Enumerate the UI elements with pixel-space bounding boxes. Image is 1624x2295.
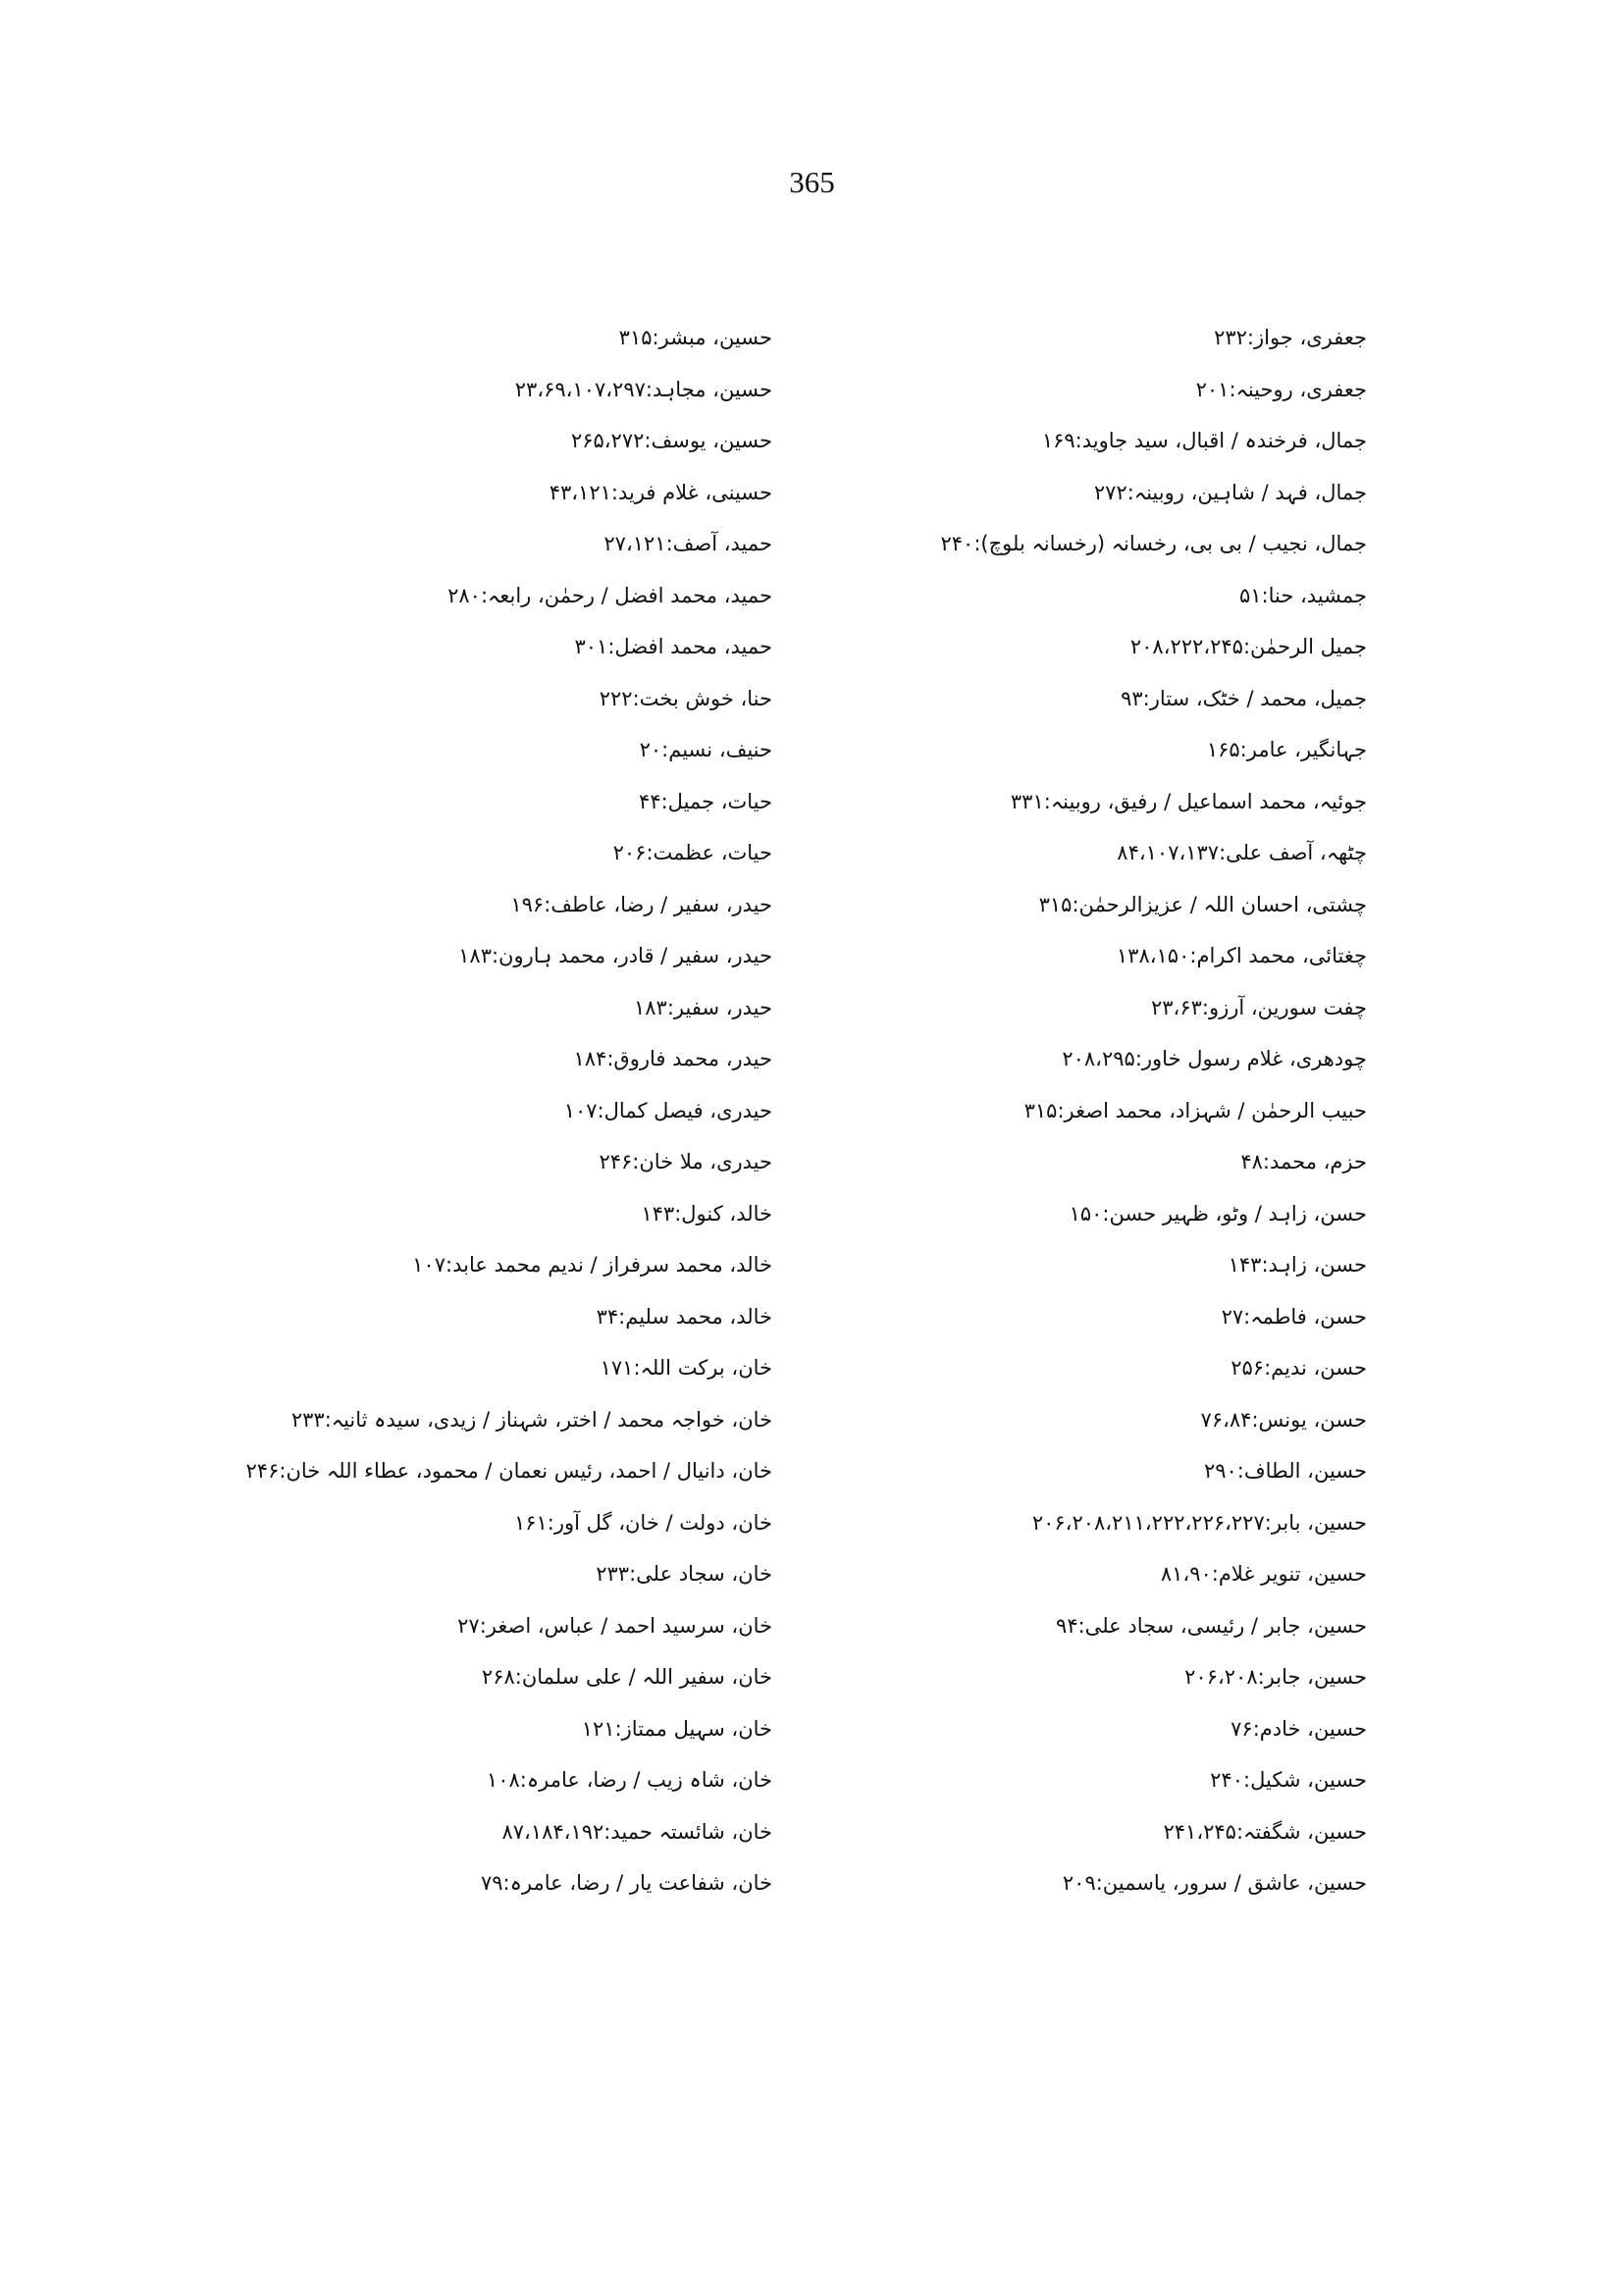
index-entry: جمیل، محمد / خٹک، ستار:۹۳ [1121, 686, 1367, 710]
index-entry: حیدر، سفیر:۱۸۳ [634, 995, 772, 1019]
index-entry: خان، دانیال / احمد، رئیس نعمان / محمود، عطاء اللہ خان:۲۴۶ [245, 1459, 772, 1483]
index-entry: حسن، زاہد / وٹو، ظہیر حسن:۱۵۰ [1069, 1201, 1367, 1226]
index-entry: خان، شاہ زیب / رضا، عامرہ:۱۰۸ [486, 1768, 772, 1792]
index-entry: جمیل الرحمٰن:۲۰۸،۲۲۲،۲۴۵ [1129, 635, 1367, 658]
index-entry: حیدر، محمد فاروق:۱۸۴ [573, 1047, 772, 1070]
index-entry: چغتائی، محمد اکرام:۱۳۸،۱۵۰ [1116, 944, 1367, 967]
index-entry: چودھری، غلام رسول خاور:۲۰۸،۲۹۵ [1062, 1047, 1367, 1070]
index-entry: حسین، تنویر غلام:۸۱،۹۰ [1160, 1562, 1367, 1586]
index-entry: خالد، کنول:۱۴۳ [641, 1201, 772, 1226]
index-entry: حبیب الرحمٰن / شہزاد، محمد اصغر:۳۱۵ [1023, 1098, 1367, 1122]
index-entry: چفت سورین، آرزو:۲۳،۶۳ [1150, 995, 1367, 1019]
index-entry: حیدری، فیصل کمال:۱۰۷ [563, 1098, 772, 1122]
index-entry: حسین، خادم:۷۶ [1231, 1716, 1367, 1741]
index-entry: جمال، نجیب / بی بی، رخسانہ (رخسانہ بلوچ):۲۴۰ [940, 532, 1367, 555]
index-entry: جہانگیر، عامر:۱۶۵ [1206, 738, 1367, 761]
index-entry: حسین، الطاف:۲۹۰ [1203, 1459, 1367, 1483]
index-entry: حزم، محمد:۴۸ [1240, 1150, 1367, 1174]
index-entry: حیدر، سفیر / قادر، محمد ہارون:۱۸۳ [458, 944, 772, 967]
index-entry: حسین، مجاہد:۲۳،۶۹،۱۰۷،۲۹۷ [514, 377, 772, 401]
index-entry: خالد، محمد سرفراز / ندیم محمد عابد:۱۰۷ [412, 1253, 772, 1277]
index-entry: حنا، خوش بخت:۲۲۲ [599, 686, 772, 710]
index-entry: خان، خواجہ محمد / اختر، شہناز / زیدی، سیدہ ثانیہ:۲۳۳ [290, 1407, 772, 1432]
index-entry: چٹھہ، آصف علی:۸۴،۱۰۷،۱۳۷ [1117, 841, 1367, 864]
index-entry: حسین، یوسف:۲۶۵،۲۷۲ [570, 429, 772, 452]
index-entry: چشتی، احسان اللہ / عزیزالرحمٰن:۳۱۵ [1038, 892, 1367, 916]
index-entry: حسینی، غلام فرید:۴۳،۱۲۱ [549, 480, 772, 504]
index-entry: حسن، فاطمہ:۲۷ [1221, 1304, 1367, 1329]
index-entry: حسین، بابر:۲۰۶،۲۰۸،۲۱۱،۲۲۲،۲۲۶،۲۲۷ [1031, 1510, 1367, 1535]
index-column-left [245, 312, 772, 1909]
index-entry: خان، برکت اللہ:۱۷۱ [600, 1356, 772, 1380]
index-entry: حسین، مبشر:۳۱۵ [618, 326, 772, 349]
index-entry: خان، دولت / خان، گل آور:۱۶۱ [513, 1510, 772, 1535]
index-entry: خان، سفیر اللہ / علی سلمان:۲۶۸ [481, 1665, 772, 1689]
index-entry: جمال، فہد / شاہین، روبینہ:۲۷۲ [1093, 480, 1367, 504]
index-entry: حسین، شگفتہ:۲۴۱،۲۴۵ [1163, 1819, 1367, 1844]
index-entry: حنیف، نسیم:۲۰ [639, 738, 772, 761]
index-entry: حسین، عاشق / سرور، یاسمین:۲۰۹ [1062, 1871, 1367, 1895]
index-entry: حیدری، ملا خان:۲۴۶ [599, 1150, 772, 1174]
index-entry: خان، سرسید احمد / عباس، اصغر:۲۷ [457, 1613, 772, 1638]
index-entry: حمید، محمد افضل:۳۰۱ [574, 635, 772, 658]
index-entry: خان، سجاد علی:۲۳۳ [596, 1562, 772, 1586]
index-entry: جوئیہ، محمد اسماعیل / رفیق، روبینہ:۳۳۱ [1010, 789, 1367, 813]
index-column-right [739, 312, 1367, 1909]
index-entry: حیات، جمیل:۴۴ [639, 789, 772, 813]
index-entry: حمید، محمد افضل / رحمٰن، رابعہ:۲۸۰ [447, 583, 772, 607]
index-entry: حسن، یونس:۷۶،۸۴ [1200, 1407, 1367, 1432]
index-entry: حسین، جابر / رئیسی، سجاد علی:۹۴ [1056, 1613, 1367, 1638]
index-entry: حیات، عظمت:۲۰۶ [612, 841, 772, 864]
index-entry: حمید، آصف:۲۷،۱۲۱ [603, 532, 772, 555]
index-entry: جعفری، روحینہ:۲۰۱ [1195, 377, 1367, 401]
index-entry: حسن، زاہد:۱۴۳ [1228, 1253, 1367, 1277]
index-entry: خالد، محمد سلیم:۳۴ [596, 1304, 772, 1329]
page-number: 365 [789, 165, 835, 199]
index-entry: خان، شفاعت یار / رضا، عامرہ:۷۹ [480, 1871, 772, 1895]
index-entry: جعفری، جواز:۲۳۲ [1214, 326, 1367, 349]
index-entry: حسین، جابر:۲۰۶،۲۰۸ [1184, 1665, 1367, 1689]
index-entry: حیدر، سفیر / رضا، عاطف:۱۹۶ [510, 892, 772, 916]
index-entry: حسین، شکیل:۲۴۰ [1210, 1768, 1367, 1792]
index-entry: خان، سہیل ممتاز:۱۲۱ [581, 1716, 772, 1741]
index-entry: خان، شائستہ حمید:۸۷،۱۸۴،۱۹۲ [501, 1819, 772, 1844]
index-entry: جمال، فرخندہ / اقبال، سید جاوید:۱۶۹ [1041, 429, 1367, 452]
index-entry: حسن، ندیم:۲۵۶ [1231, 1356, 1367, 1380]
index-entry: جمشید، حنا:۵۱ [1238, 583, 1367, 607]
